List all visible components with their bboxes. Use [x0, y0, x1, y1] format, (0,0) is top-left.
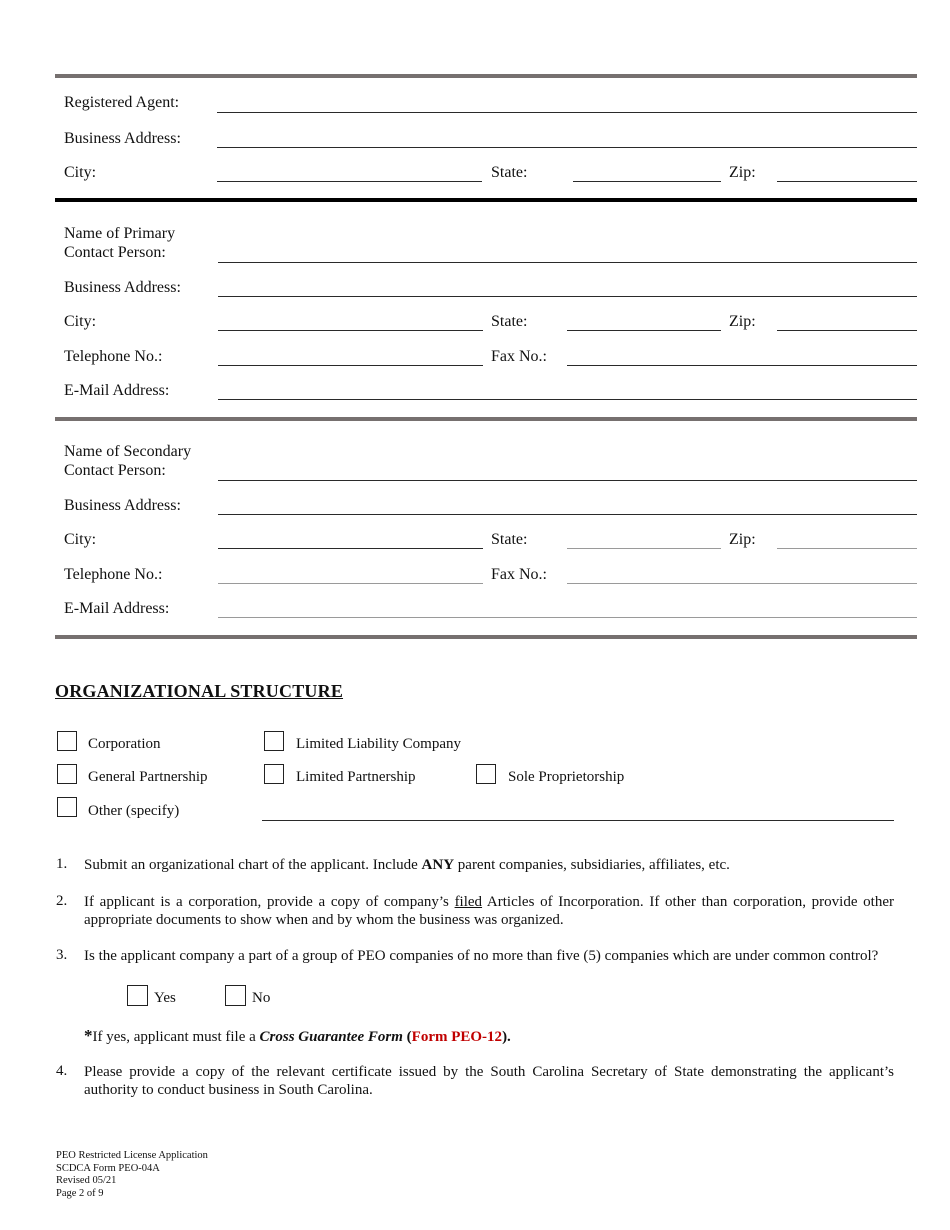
- corporation-checkbox[interactable]: [57, 731, 77, 751]
- agent-business-address-field[interactable]: [217, 147, 917, 148]
- item-2-text-post: Articles of Incorporation. If other than corporation, provide other appropriate documents to show when and by whom the business was organized.: [84, 894, 894, 928]
- divider-primary: [55, 417, 917, 421]
- secondary-name-field[interactable]: [218, 480, 917, 481]
- secondary-city-label: City:: [64, 531, 97, 548]
- no-checkbox[interactable]: [225, 985, 246, 1006]
- yes-checkbox[interactable]: [127, 985, 148, 1006]
- item-2-text-pre: If applicant is a corporation, provide a copy of company’s: [84, 894, 455, 910]
- cross-guarantee-note: [84, 1026, 511, 1046]
- item-4-text: Please provide a copy of the relevant certificate issued by the South Carolina Secretary of State demonstrating the applicant’s authority to conduct business in South Carolina.: [84, 1064, 894, 1098]
- sole-proprietorship-checkbox[interactable]: [476, 764, 496, 784]
- item-1-text-post: parent companies, subsidiaries, affiliates, etc.: [454, 857, 730, 873]
- primary-state-label: State:: [491, 313, 528, 330]
- item-2-number: 2.: [56, 893, 68, 909]
- divider-agent: [55, 198, 917, 202]
- secondary-fax-field[interactable]: [567, 583, 917, 584]
- primary-fax-label: Fax No.:: [491, 348, 547, 365]
- secondary-zip-label: Zip:: [729, 531, 756, 548]
- primary-business-address-label: Business Address:: [64, 279, 181, 296]
- secondary-telephone-field[interactable]: [218, 583, 483, 584]
- no-label: No: [252, 990, 271, 1006]
- primary-fax-field[interactable]: [567, 365, 917, 366]
- llc-checkbox[interactable]: [264, 731, 284, 751]
- agent-zip-label: Zip:: [729, 164, 756, 181]
- item-1-number: 1.: [56, 856, 68, 872]
- yes-label: Yes: [154, 990, 176, 1006]
- footer-revised: Revised 05/21: [56, 1175, 117, 1186]
- footer-form-number: SCDCA Form PEO-04A: [56, 1162, 160, 1174]
- item-3-number: 3.: [56, 947, 68, 963]
- divider-secondary: [55, 635, 917, 639]
- primary-name-label-line2: Contact Person:: [64, 244, 166, 261]
- registered-agent-field[interactable]: [217, 112, 917, 113]
- secondary-state-label: State:: [491, 531, 528, 548]
- primary-business-address-field[interactable]: [218, 296, 917, 297]
- note-form-name: Cross Guarantee Form: [259, 1029, 403, 1045]
- primary-name-field[interactable]: [218, 262, 917, 263]
- limited-partnership-label: Limited Partnership: [296, 769, 416, 785]
- item-4-number: 4.: [56, 1063, 68, 1079]
- secondary-business-address-field[interactable]: [218, 514, 917, 515]
- agent-state-field[interactable]: [573, 181, 721, 182]
- footer-form-title: PEO Restricted License Application: [56, 1150, 208, 1161]
- agent-city-field[interactable]: [217, 181, 482, 182]
- other-label: Other (specify): [88, 803, 180, 819]
- corporation-label: Corporation: [88, 736, 161, 752]
- item-2-text: [84, 893, 894, 929]
- note-text: If yes, applicant must file a: [92, 1029, 260, 1045]
- note-close-paren: ).: [502, 1029, 511, 1045]
- general-partnership-label: General Partnership: [88, 769, 208, 785]
- registered-agent-label: Registered Agent:: [64, 94, 180, 111]
- secondary-state-field[interactable]: [567, 548, 721, 549]
- primary-city-field[interactable]: [218, 330, 483, 331]
- agent-business-address-label: Business Address:: [64, 130, 181, 147]
- other-checkbox[interactable]: [57, 797, 77, 817]
- primary-state-field[interactable]: [567, 330, 721, 331]
- note-open-paren: (: [402, 1029, 412, 1045]
- secondary-fax-label: Fax No.:: [491, 566, 547, 583]
- primary-zip-label: Zip:: [729, 313, 756, 330]
- secondary-email-label: E-Mail Address:: [64, 600, 170, 617]
- primary-telephone-field[interactable]: [218, 365, 483, 366]
- divider-top: [55, 74, 917, 78]
- item-1-text-pre: Submit an organizational chart of the applicant. Include: [84, 857, 422, 873]
- limited-partnership-checkbox[interactable]: [264, 764, 284, 784]
- item-1-text: [84, 856, 894, 874]
- primary-email-field[interactable]: [218, 399, 917, 400]
- primary-name-label-line1: Name of Primary: [64, 225, 176, 242]
- primary-city-label: City:: [64, 313, 97, 330]
- sole-proprietorship-label: Sole Proprietorship: [508, 769, 625, 785]
- footer-page-number: Page 2 of 9: [56, 1187, 104, 1199]
- org-structure-title: ORGANIZATIONAL STRUCTURE: [55, 681, 344, 701]
- agent-city-label: City:: [64, 164, 97, 181]
- item-1-text-bold: ANY: [421, 857, 455, 873]
- secondary-name-label-line2: Contact Person:: [64, 462, 166, 479]
- agent-state-label: State:: [491, 164, 528, 181]
- primary-zip-field[interactable]: [777, 330, 917, 331]
- secondary-email-field[interactable]: [218, 617, 917, 618]
- secondary-city-field[interactable]: [218, 548, 483, 549]
- llc-label: Limited Liability Company: [296, 736, 461, 752]
- secondary-telephone-label: Telephone No.:: [64, 566, 163, 583]
- agent-zip-field[interactable]: [777, 181, 917, 182]
- item-2-text-underlined: filed: [454, 894, 483, 910]
- primary-email-label: E-Mail Address:: [64, 382, 170, 399]
- secondary-zip-field[interactable]: [777, 548, 917, 549]
- primary-telephone-label: Telephone No.:: [64, 348, 163, 365]
- secondary-business-address-label: Business Address:: [64, 497, 181, 514]
- form-peo-12-reference: Form PEO-12: [411, 1029, 503, 1045]
- general-partnership-checkbox[interactable]: [57, 764, 77, 784]
- other-specify-field[interactable]: [262, 820, 894, 821]
- item-3-text: Is the applicant company a part of a group of PEO companies of no more than five (5) companies which are under common control?: [84, 948, 879, 964]
- secondary-name-label-line1: Name of Secondary: [64, 443, 192, 460]
- note-asterisk: *: [84, 1026, 93, 1045]
- footer: [56, 1150, 208, 1200]
